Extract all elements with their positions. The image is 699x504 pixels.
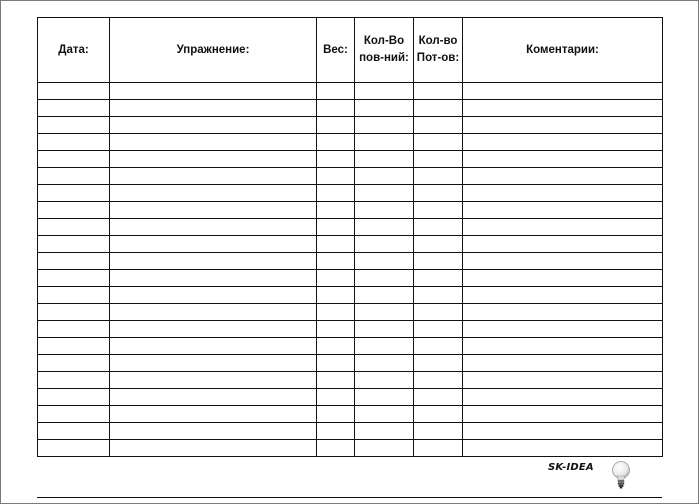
- exercise-cell[interactable]: [110, 185, 317, 202]
- header-comments-label: Коментарии:: [526, 43, 599, 56]
- table-row: [38, 100, 663, 117]
- table-row: [38, 406, 663, 423]
- header-date-label: Дата:: [58, 43, 89, 56]
- exercise-cell[interactable]: [110, 117, 317, 134]
- reps-cell[interactable]: [355, 287, 414, 304]
- weight-cell[interactable]: [317, 202, 355, 219]
- header-weight-label: Вес:: [323, 43, 348, 56]
- weight-cell[interactable]: [317, 134, 355, 151]
- table-row: [38, 202, 663, 219]
- exercise-cell[interactable]: [110, 304, 317, 321]
- sets-cell[interactable]: [414, 440, 463, 457]
- comments-cell[interactable]: [463, 151, 663, 168]
- header-row: [38, 18, 663, 83]
- comments-cell[interactable]: [463, 389, 663, 406]
- reps-cell[interactable]: [355, 338, 414, 355]
- exercise-cell[interactable]: [110, 440, 317, 457]
- date-cell[interactable]: [38, 117, 110, 134]
- comments-cell[interactable]: [463, 423, 663, 440]
- date-cell[interactable]: [38, 236, 110, 253]
- header-sets-line1: Кол-во: [418, 35, 458, 47]
- table-row: [38, 219, 663, 236]
- reps-cell[interactable]: [355, 185, 414, 202]
- sets-cell[interactable]: [414, 100, 463, 117]
- table-row: [38, 253, 663, 270]
- weight-cell[interactable]: [317, 304, 355, 321]
- date-cell[interactable]: [38, 134, 110, 151]
- reps-cell[interactable]: [355, 151, 414, 168]
- exercise-cell[interactable]: [110, 270, 317, 287]
- exercise-cell[interactable]: [110, 321, 317, 338]
- comments-cell[interactable]: [463, 117, 663, 134]
- sets-cell[interactable]: [414, 83, 463, 100]
- sets-cell[interactable]: [414, 202, 463, 219]
- comments-cell[interactable]: [463, 83, 663, 100]
- date-cell[interactable]: [38, 270, 110, 287]
- header-reps: [355, 18, 414, 83]
- weight-cell[interactable]: [317, 151, 355, 168]
- header-comments: [463, 18, 663, 83]
- exercise-cell[interactable]: [110, 236, 317, 253]
- weight-cell[interactable]: [317, 236, 355, 253]
- exercise-cell[interactable]: [110, 134, 317, 151]
- comments-cell[interactable]: [463, 321, 663, 338]
- weight-cell[interactable]: [317, 355, 355, 372]
- reps-cell[interactable]: [355, 304, 414, 321]
- reps-cell[interactable]: [355, 168, 414, 185]
- table-row: [38, 304, 663, 321]
- sets-cell[interactable]: [414, 355, 463, 372]
- exercise-cell[interactable]: [110, 423, 317, 440]
- comments-cell[interactable]: [463, 185, 663, 202]
- comments-cell[interactable]: [463, 372, 663, 389]
- sets-cell[interactable]: [414, 185, 463, 202]
- exercise-cell[interactable]: [110, 151, 317, 168]
- reps-cell[interactable]: [355, 83, 414, 100]
- weight-cell[interactable]: [317, 117, 355, 134]
- weight-cell[interactable]: [317, 389, 355, 406]
- reps-cell[interactable]: [355, 236, 414, 253]
- header-date: [38, 18, 110, 83]
- table-row: [38, 117, 663, 134]
- comments-cell[interactable]: [463, 440, 663, 457]
- table-row: [38, 423, 663, 440]
- sets-cell[interactable]: [414, 287, 463, 304]
- weight-cell[interactable]: [317, 83, 355, 100]
- date-cell[interactable]: [38, 168, 110, 185]
- weight-cell[interactable]: [317, 185, 355, 202]
- reps-cell[interactable]: [355, 134, 414, 151]
- date-cell[interactable]: [38, 185, 110, 202]
- exercise-cell[interactable]: [110, 287, 317, 304]
- table-row: [38, 236, 663, 253]
- table-row: [38, 440, 663, 457]
- reps-cell[interactable]: [355, 321, 414, 338]
- reps-cell[interactable]: [355, 423, 414, 440]
- header-exercise: [110, 18, 317, 83]
- weight-cell[interactable]: [317, 270, 355, 287]
- date-cell[interactable]: [38, 219, 110, 236]
- table-row: [38, 270, 663, 287]
- reps-cell[interactable]: [355, 440, 414, 457]
- exercise-cell[interactable]: [110, 202, 317, 219]
- exercise-cell[interactable]: [110, 253, 317, 270]
- exercise-cell[interactable]: [110, 372, 317, 389]
- reps-cell[interactable]: [355, 372, 414, 389]
- reps-cell[interactable]: [355, 219, 414, 236]
- sets-cell[interactable]: [414, 389, 463, 406]
- comments-cell[interactable]: [463, 355, 663, 372]
- weight-cell[interactable]: [317, 406, 355, 423]
- weight-cell[interactable]: [317, 338, 355, 355]
- header-sets-line2: Пот-ов:: [416, 52, 460, 64]
- exercise-cell[interactable]: [110, 406, 317, 423]
- date-cell[interactable]: [38, 338, 110, 355]
- exercise-cell[interactable]: [110, 100, 317, 117]
- header-exercise-label: Упражнение:: [176, 43, 250, 56]
- date-cell[interactable]: [38, 389, 110, 406]
- date-cell[interactable]: [38, 423, 110, 440]
- table-row: [38, 185, 663, 202]
- reps-cell[interactable]: [355, 253, 414, 270]
- reps-cell[interactable]: [355, 100, 414, 117]
- date-cell[interactable]: [38, 406, 110, 423]
- brand-logo-text: SK-IDEA: [548, 462, 594, 473]
- comments-cell[interactable]: [463, 406, 663, 423]
- weight-cell[interactable]: [317, 372, 355, 389]
- reps-cell[interactable]: [355, 389, 414, 406]
- reps-cell[interactable]: [355, 270, 414, 287]
- sets-cell[interactable]: [414, 236, 463, 253]
- comments-cell[interactable]: [463, 304, 663, 321]
- reps-cell[interactable]: [355, 355, 414, 372]
- sets-cell[interactable]: [414, 304, 463, 321]
- reps-cell[interactable]: [355, 406, 414, 423]
- table-row: [38, 168, 663, 185]
- bottom-rule: [37, 497, 662, 498]
- date-cell[interactable]: [38, 355, 110, 372]
- comments-cell[interactable]: [463, 287, 663, 304]
- workout-log-table: [37, 17, 663, 457]
- sets-cell[interactable]: [414, 338, 463, 355]
- date-cell[interactable]: [38, 253, 110, 270]
- comments-cell[interactable]: [463, 338, 663, 355]
- sets-cell[interactable]: [414, 219, 463, 236]
- table-row: [38, 83, 663, 100]
- date-cell[interactable]: [38, 202, 110, 219]
- table-row: [38, 372, 663, 389]
- comments-cell[interactable]: [463, 219, 663, 236]
- header-reps-line2: пов-ний:: [359, 52, 409, 64]
- comments-cell[interactable]: [463, 100, 663, 117]
- comments-cell[interactable]: [463, 253, 663, 270]
- table-row: [38, 287, 663, 304]
- comments-cell[interactable]: [463, 270, 663, 287]
- sets-cell[interactable]: [414, 168, 463, 185]
- date-cell[interactable]: [38, 321, 110, 338]
- date-cell[interactable]: [38, 440, 110, 457]
- table-row: [38, 321, 663, 338]
- table-row: [38, 389, 663, 406]
- sets-cell[interactable]: [414, 372, 463, 389]
- comments-cell[interactable]: [463, 134, 663, 151]
- weight-cell[interactable]: [317, 321, 355, 338]
- sets-cell[interactable]: [414, 117, 463, 134]
- date-cell[interactable]: [38, 151, 110, 168]
- weight-cell[interactable]: [317, 440, 355, 457]
- table-row: [38, 338, 663, 355]
- header-weight: [317, 18, 355, 83]
- exercise-cell[interactable]: [110, 219, 317, 236]
- exercise-cell[interactable]: [110, 389, 317, 406]
- date-cell[interactable]: [38, 83, 110, 100]
- date-cell[interactable]: [38, 100, 110, 117]
- table-row: [38, 134, 663, 151]
- sets-cell[interactable]: [414, 321, 463, 338]
- comments-cell[interactable]: [463, 236, 663, 253]
- sets-cell[interactable]: [414, 151, 463, 168]
- table-row: [38, 151, 663, 168]
- light-bulb-icon: [610, 460, 632, 490]
- weight-cell[interactable]: [317, 100, 355, 117]
- date-cell[interactable]: [38, 372, 110, 389]
- exercise-cell[interactable]: [110, 355, 317, 372]
- weight-cell[interactable]: [317, 168, 355, 185]
- sets-cell[interactable]: [414, 406, 463, 423]
- sets-cell[interactable]: [414, 253, 463, 270]
- weight-cell[interactable]: [317, 219, 355, 236]
- comments-cell[interactable]: [463, 168, 663, 185]
- sets-cell[interactable]: [414, 270, 463, 287]
- date-cell[interactable]: [38, 304, 110, 321]
- weight-cell[interactable]: [317, 287, 355, 304]
- weight-cell[interactable]: [317, 253, 355, 270]
- exercise-cell[interactable]: [110, 83, 317, 100]
- date-cell[interactable]: [38, 287, 110, 304]
- sets-cell[interactable]: [414, 423, 463, 440]
- reps-cell[interactable]: [355, 117, 414, 134]
- exercise-cell[interactable]: [110, 168, 317, 185]
- exercise-cell[interactable]: [110, 338, 317, 355]
- reps-cell[interactable]: [355, 202, 414, 219]
- comments-cell[interactable]: [463, 202, 663, 219]
- sets-cell[interactable]: [414, 134, 463, 151]
- table-row: [38, 355, 663, 372]
- header-reps-line1: Кол-Во: [363, 35, 405, 47]
- log-body: [38, 83, 663, 457]
- header-sets: [414, 18, 463, 83]
- weight-cell[interactable]: [317, 423, 355, 440]
